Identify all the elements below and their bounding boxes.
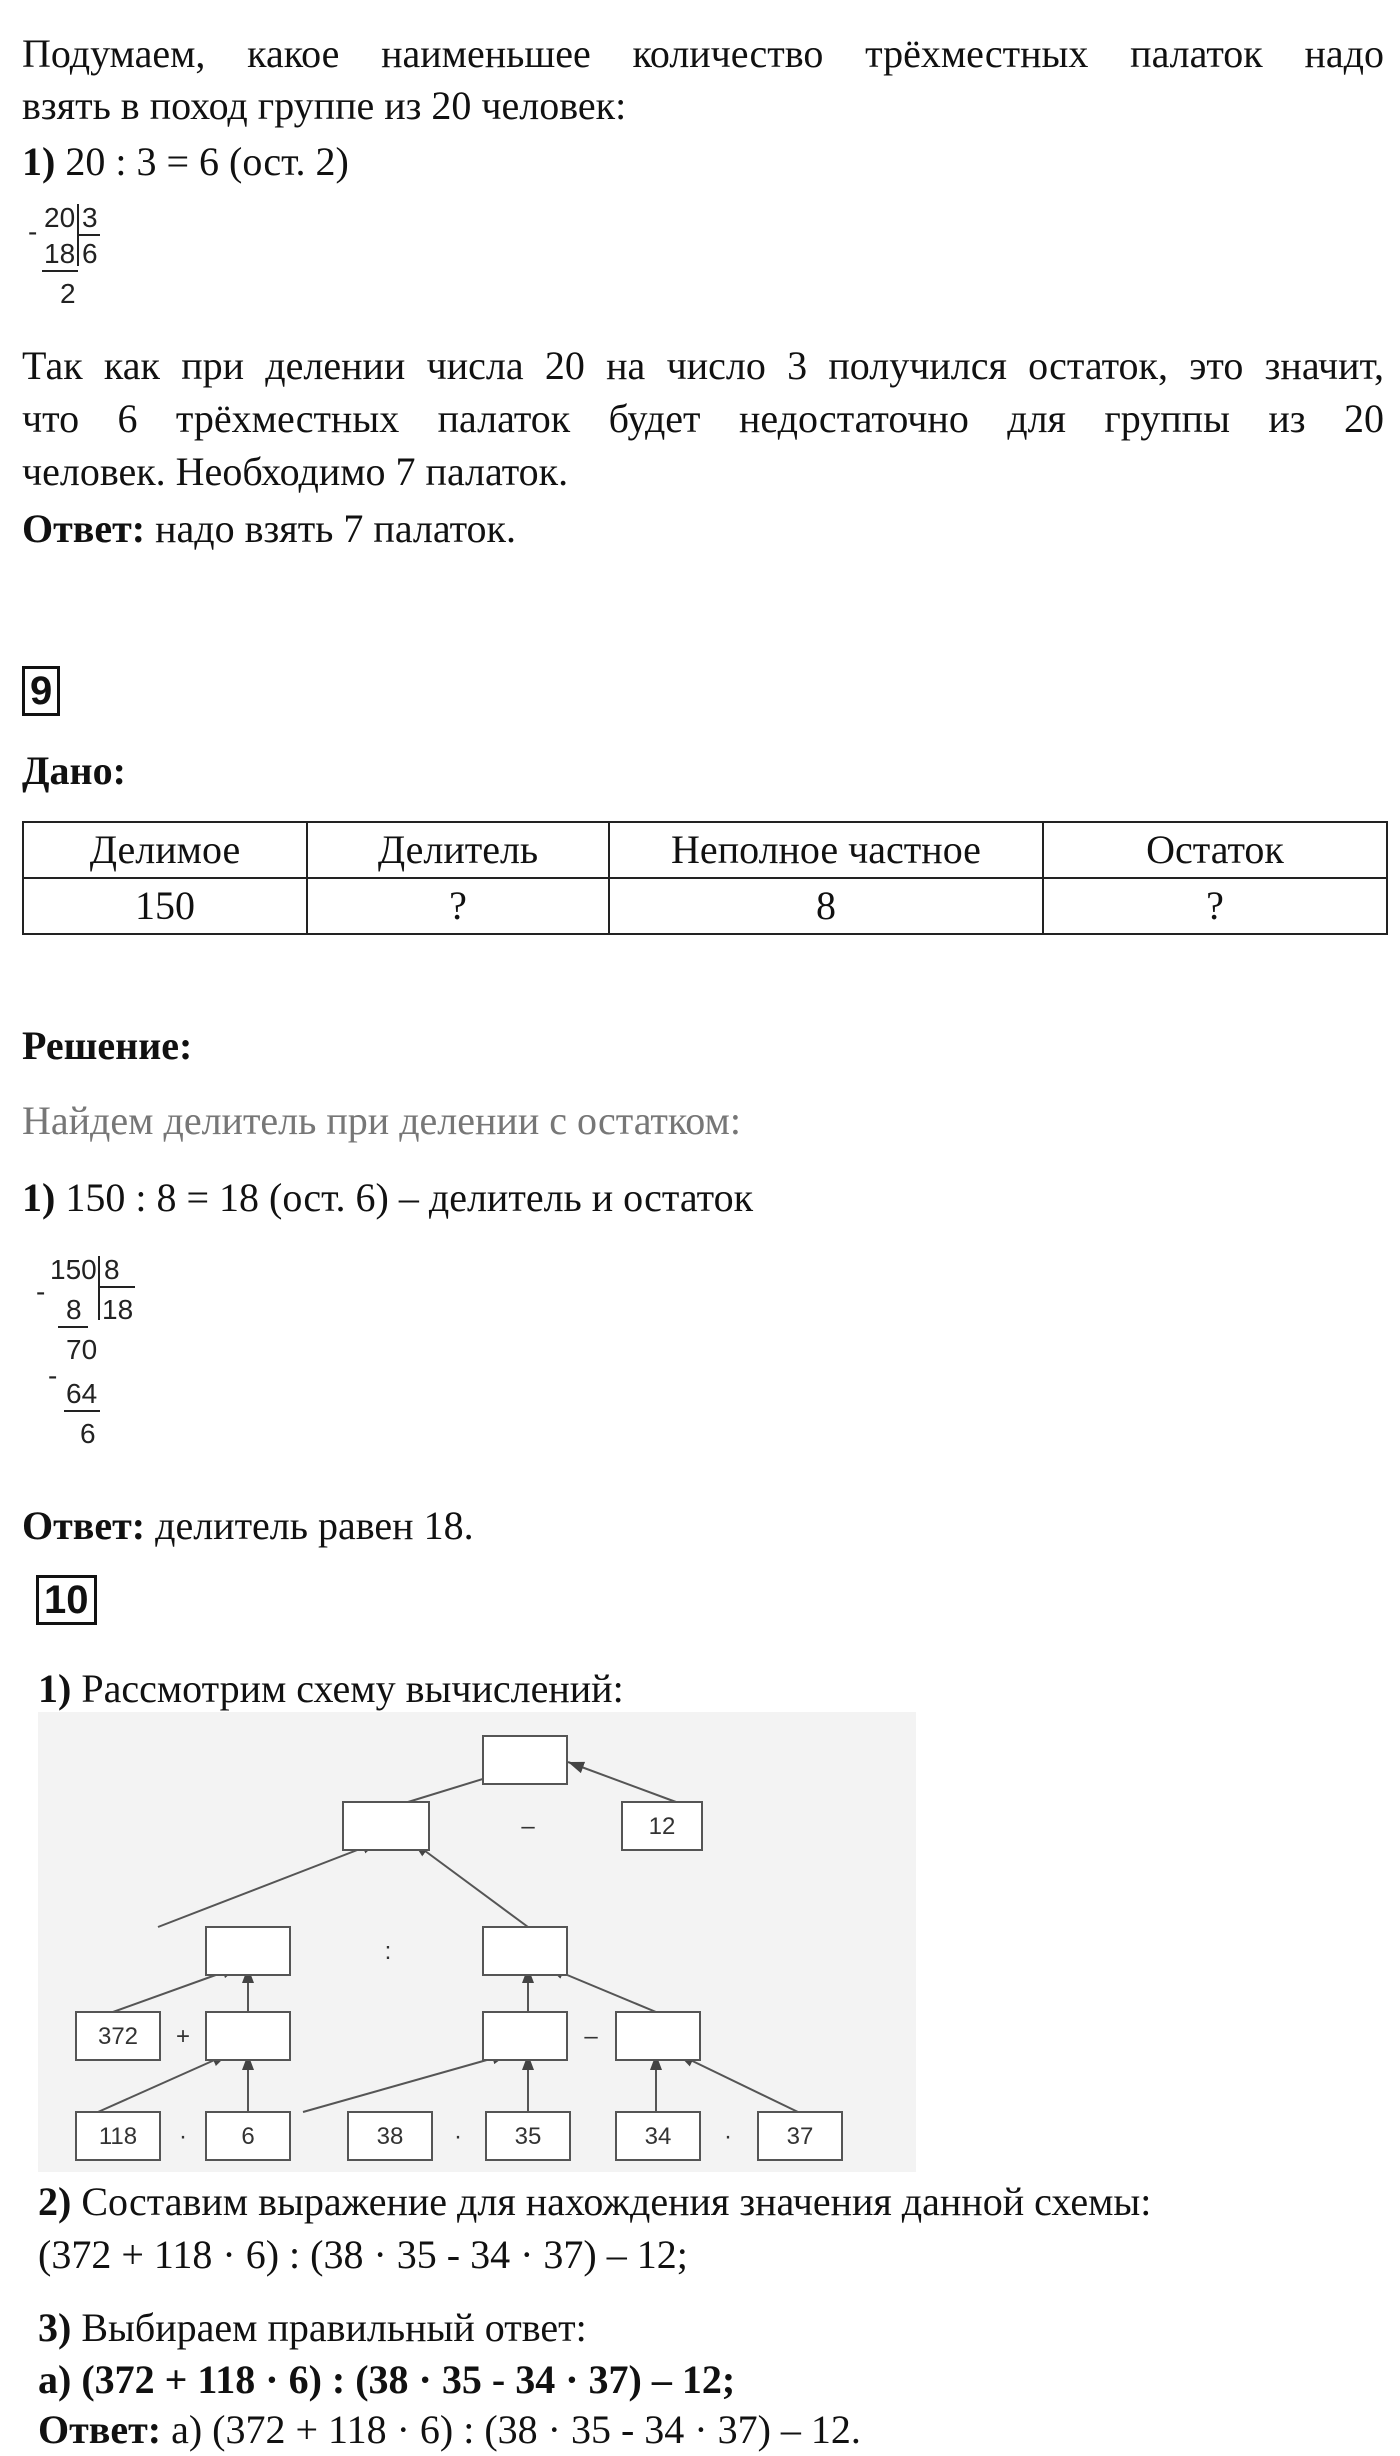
brought-down: 70 bbox=[66, 1334, 98, 1365]
product-box-2 bbox=[483, 2012, 567, 2060]
explain-line-1: Так как при делении числа 20 на число 3 получился остаток, это значит, bbox=[22, 343, 1384, 388]
intro-line-1: Подумаем, какое наименьшее количество трёхместных палаток надо bbox=[22, 31, 1384, 76]
quotient: 6 bbox=[82, 238, 98, 269]
second-subtrahend: 64 bbox=[66, 1378, 98, 1409]
subtraction-line-2 bbox=[64, 1410, 100, 1412]
quotient: 18 bbox=[102, 1294, 134, 1325]
divisor: 8 bbox=[104, 1254, 120, 1285]
label-38: 38 bbox=[376, 2123, 404, 2150]
task10-answer-line bbox=[38, 2404, 861, 2456]
long-division-20-by-3 bbox=[28, 200, 118, 330]
minus-sign-1: - bbox=[36, 1276, 46, 1307]
answer-text: надо взять 7 палаток. bbox=[155, 506, 516, 551]
step-text: Выбираем правильный ответ: bbox=[81, 2305, 587, 2350]
solution-label: Решение: bbox=[22, 1023, 193, 1068]
minus-sign-2: - bbox=[48, 1360, 58, 1391]
op-dot-1: · bbox=[179, 2123, 187, 2150]
product-box-1 bbox=[206, 2012, 290, 2060]
op-plus: + bbox=[175, 2023, 191, 2050]
header-divisor: Делитель bbox=[307, 822, 609, 878]
cell-dividend: 150 bbox=[23, 878, 307, 934]
subtraction-line bbox=[42, 270, 78, 272]
step-text: 20 : 3 = 6 (ост. 2) bbox=[65, 139, 349, 184]
task10-step-1-line bbox=[38, 1663, 624, 1715]
remainder: 6 bbox=[80, 1418, 96, 1449]
long-division-150-by-8 bbox=[30, 1250, 160, 1470]
header-remainder: Остаток bbox=[1043, 822, 1387, 878]
given-table bbox=[22, 821, 1388, 935]
step-1-line bbox=[22, 136, 349, 188]
answer-label: Ответ: bbox=[38, 2407, 162, 2452]
subtraction-line-1 bbox=[58, 1326, 88, 1328]
answer-text: а) (372 + 118 · 6) : (38 · 35 - 34 · 37) – 12. bbox=[171, 2407, 861, 2452]
op-dot-2: · bbox=[454, 2123, 462, 2150]
task10-step-3-line bbox=[38, 2302, 587, 2354]
subtrahend: 18 bbox=[44, 238, 76, 269]
dividend: 150 bbox=[50, 1254, 97, 1285]
answer-label: Ответ: bbox=[22, 506, 146, 551]
choice-line: а) (372 + 118 · 6) : (38 · 35 - 34 · 37) – 12; bbox=[38, 2357, 736, 2402]
result-box bbox=[483, 1736, 567, 1784]
division-bar-vertical bbox=[98, 1256, 100, 1320]
task9-answer-line bbox=[22, 1500, 474, 1552]
cell-partial-quotient: 8 bbox=[609, 878, 1043, 934]
op-dot-3: · bbox=[724, 2123, 732, 2150]
step-number: 2) bbox=[38, 2179, 72, 2224]
dividend: 20 bbox=[44, 202, 76, 233]
task-9-number: 9 bbox=[22, 665, 60, 717]
minus-sign: - bbox=[28, 216, 38, 247]
task9-step-1-line bbox=[22, 1172, 753, 1224]
difference-box bbox=[483, 1927, 567, 1975]
calculation-scheme bbox=[38, 1712, 916, 2172]
step-text: 150 : 8 = 18 (ост. 6) – делитель и остаток bbox=[65, 1175, 754, 1220]
header-dividend: Делимое bbox=[23, 822, 307, 878]
task-10-number: 10 bbox=[36, 1574, 97, 1626]
step-number: 1) bbox=[22, 1175, 56, 1220]
expression-line: (372 + 118 · 6) : (38 · 35 - 34 · 37) – 12; bbox=[38, 2232, 688, 2277]
op-minus-top: – bbox=[521, 1813, 535, 1840]
table-header-row bbox=[23, 822, 1387, 878]
op-minus-lower: – bbox=[584, 2023, 598, 2050]
task10-step-2-line bbox=[38, 2176, 1151, 2228]
label-35: 35 bbox=[514, 2123, 542, 2150]
intro-line-2: взять в поход группе из 20 человек: bbox=[22, 83, 627, 128]
cell-divisor: ? bbox=[307, 878, 609, 934]
table-row bbox=[23, 878, 1387, 934]
step-text: Составим выражение для нахождения значения данной схемы: bbox=[81, 2179, 1152, 2224]
explain-line-3: человек. Необходимо 7 палаток. bbox=[22, 449, 569, 494]
label-12: 12 bbox=[648, 1813, 676, 1840]
label-37: 37 bbox=[786, 2123, 814, 2150]
answer-text: делитель равен 18. bbox=[155, 1503, 474, 1548]
product-box-3 bbox=[616, 2012, 700, 2060]
given-label: Дано: bbox=[22, 748, 126, 793]
answer-line bbox=[22, 503, 516, 555]
sum-box bbox=[206, 1927, 290, 1975]
label-372: 372 bbox=[97, 2023, 139, 2050]
header-partial-quotient: Неполное частное bbox=[609, 822, 1043, 878]
label-34: 34 bbox=[644, 2123, 672, 2150]
answer-label: Ответ: bbox=[22, 1503, 146, 1548]
step-number: 1) bbox=[22, 139, 56, 184]
quotient-box bbox=[343, 1802, 429, 1850]
label-6: 6 bbox=[241, 2123, 255, 2150]
step-number: 1) bbox=[38, 1666, 72, 1711]
solution-hint: Найдем делитель при делении с остатком: bbox=[22, 1098, 741, 1143]
explain-line-2: что 6 трёхместных палаток будет недостаточно для группы из 20 bbox=[22, 396, 1384, 441]
op-colon: : bbox=[384, 1938, 392, 1965]
first-subtrahend: 8 bbox=[66, 1294, 82, 1325]
label-118: 118 bbox=[98, 2123, 138, 2150]
divisor: 3 bbox=[82, 202, 98, 233]
cell-remainder: ? bbox=[1043, 878, 1387, 934]
remainder: 2 bbox=[60, 278, 76, 309]
divisor-underline bbox=[99, 1286, 135, 1288]
step-text: Рассмотрим схему вычислений: bbox=[81, 1666, 624, 1711]
step-number: 3) bbox=[38, 2305, 72, 2350]
